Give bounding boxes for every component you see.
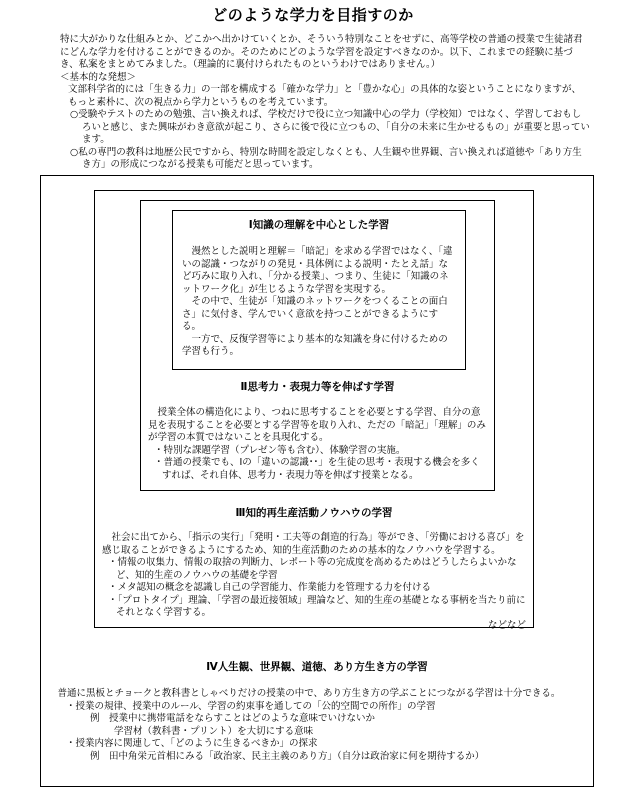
section-4-body [48,688,586,763]
section-3-heading: Ⅲ知的再生産活動ノウハウの学習 [235,507,393,519]
section-3-paragraph: 社会に出てから、「指示の実行」「発明・工夫等の創造的行為」等ができ、「労働における喜び」を感じ取ることができるようにするため、知的生産活動のための基本的なノウハウを学習する。 [102,532,525,556]
page-title: どのような学力を目指すのか [212,6,414,24]
concept-label: ＜基本的な発想＞ [60,71,137,83]
section-4-heading: Ⅳ人生観、世界観、道徳、あり方生き方の学習 [206,661,428,673]
section-2-body [148,407,488,482]
section-1-body [182,246,456,359]
section-4-example-3: 例 田中角栄元首相にみる「政治家、民主主義のあり方」（自分は政治家に何を期待するか） [90,750,485,762]
section-2-item-2: ・普通の授業でも、Ⅰの「違いの認識･･」を生徒の思考・表現する機会を多くすれば、それ自体、思考力・表現力等を伸ばす授業となる。 [154,457,480,481]
intro-section [50,34,590,172]
section-2-item-1: ・特別な課題学習（プレゼン等も含む）、体験学習の実施。 [154,444,406,456]
section-1-paragraph-2: その中で、生徒が「知識のネットワークをつくることの面白さ」に気付き、学んでいく意欲を持つことができるようにする。 [182,296,448,332]
section-1-heading: Ⅰ知識の理解を中心とした学習 [248,219,390,231]
section-2-heading: Ⅱ思考力・表現力等を伸ばす学習 [240,381,395,393]
section-1-paragraph-1: 漫然とした説明と理解＝「暗記」を求める学習ではなく、「違いの認識・つながりの発見・具体例による説明・たとえ話」など巧みに取り入れ、「分かる授業」、つまり、生徒に「知識のネットワーク化」が生じるような学習を実現する。 [182,246,453,295]
section-4-example-2: 学習材（教科書・プリント）を大切にする意味 [114,725,314,737]
concept-point-2: ○私の専門の教科は地歴公民ですから、特別な時間を設定しなくとも、人生観や世界観、言い換えれば道徳や「あり方生き方」の形成につながる授業も可能だと思っています。 [70,146,582,170]
section-2-paragraph: 授業全体の構造化により、つねに思考することを必要とする学習、自分の意見を表現することを必要とする学習等を取り入れ、ただの「暗記」「理解」のみが学習の本質ではないことを具現化する。 [148,407,486,443]
section-3-item-2: ・メタ認知の概念を認識し自己の学習能力、作業能力を管理する力を付ける [108,582,432,593]
section-4-item-2: ・授業内容に関連して、「どのように生きるべきか」の探求 [66,738,318,749]
section-3-item-3-tail: などなど [487,619,526,631]
section-1-paragraph-3: 一方で、反復学習等により基本的な知識を身に付けるための学習も行う。 [182,333,448,357]
section-4-paragraph: 普通に黒板とチョークと教科書としゃべりだけの授業の中で、あり方生き方の学ぶことにつながる学習は十分できる。 [57,688,561,699]
concept-point-1: ○受験やテストのための勉強、言い換えれば、学校だけで役に立つ知識中心の学力（学校知）ではなく、学習しておもしろいと感じ、また興味がわき意欲が起こり、さらに後で役に立つもの、「自分の未来に生かせるもの」が重要と思っています。 [70,109,590,145]
section-3-item-3: ・「プロトタイプ」理論、「学習の最近接領域」理論など、知的生産の基礎となる事柄を当たり前にそれとなく学習する。 [108,594,526,618]
section-4-example-1: 例 授業中に携帯電話をならすことはどのような意味でいけないか [90,713,376,724]
section-3-item-1: ・情報の収集力、情報の取捨の判断力、レポート等の完成度を高めるためはどうしたらよいかなど、知的生産のノウハウの基礎を学習 [108,557,517,581]
section-4-item-1: ・授業の規律、授業中のルール、学習の約束事を通しての「公的空間での所作」の学習 [66,700,436,712]
intro-paragraph: 特に大がかりな仕組みとか、どこかへ出かけていくとか、そういう特別なことをせずに、高等学校の普通の授業で生徒諸君にどんな学力を付けることができるのか。そのためにどのような学習を設定すべきなのか。以下、これまでの経験に基づき、私案をまとめてみました。（理論的に裏付けられたものというわけではありません。） [60,34,583,70]
concept-paragraph: 文部科学省的には「生きる力」の一部を構成する「確かな学力」と「豊かな心」の具体的な姿ということになりますが、もっと素朴に、次の視点から学力というものを考えています。 [68,84,582,108]
section-3-body [102,532,526,632]
